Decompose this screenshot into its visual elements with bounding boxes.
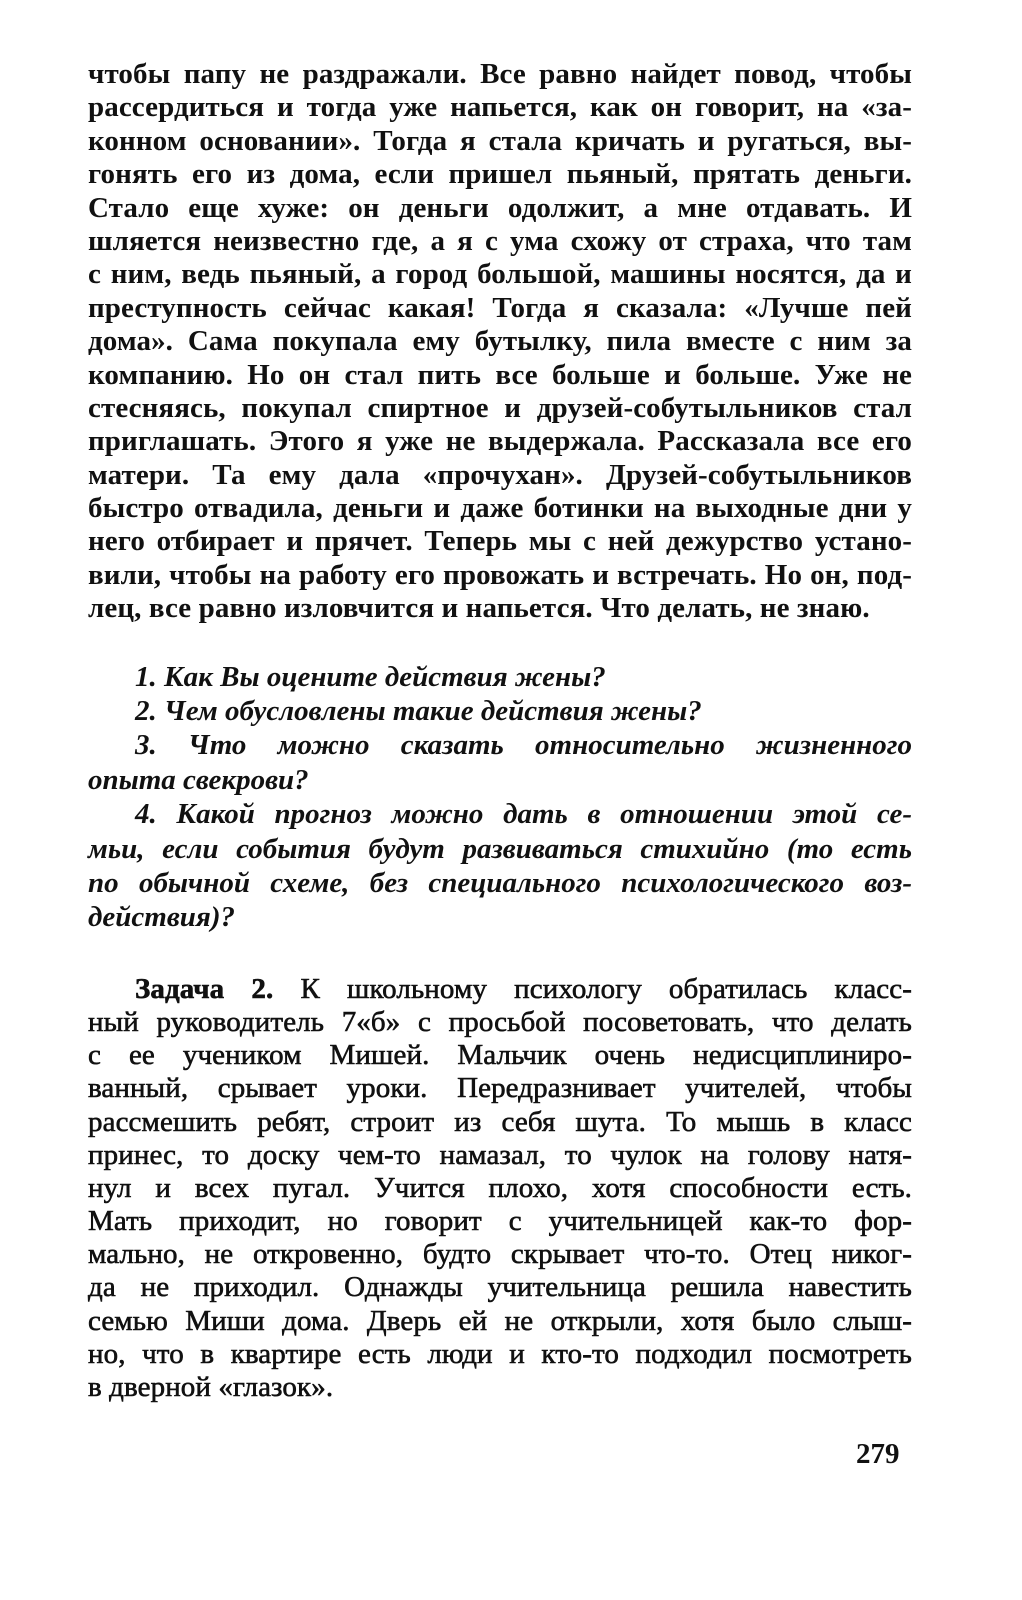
text-line: мально, не откровенно, будто скрывает что-то. Отец никог- xyxy=(88,1238,912,1271)
task-2-label: Задача 2. xyxy=(135,972,274,1005)
page-number: 279 xyxy=(856,1438,900,1470)
question-2: 2. Чем обусловлены такие действия жены? xyxy=(135,695,702,728)
text-line: него отбирает и прячет. Теперь мы с ней дежурство устано- xyxy=(88,525,912,558)
text-line: матери. Та ему дала «прочухан». Друзей-собутыльников xyxy=(88,458,912,491)
text-line: приглашать. Этого я уже не выдержала. Рассказала все его xyxy=(88,425,912,458)
question-4-continued: действия)? xyxy=(88,901,235,934)
text-line: вили, чтобы на работу его провожать и встречать. Но он, под- xyxy=(88,558,912,591)
text-line: шляется неизвестно где, а я с ума схожу от страха, что там xyxy=(88,224,912,257)
text-line: конном основании». Тогда я стала кричать и ругаться, вы- xyxy=(88,124,912,157)
text-line: лец, все равно изловчится и напьется. Что делать, не знаю. xyxy=(88,592,870,625)
page-body xyxy=(88,58,912,1404)
text-line: гонять его из дома, если пришел пьяный, прятать деньги. xyxy=(88,158,912,191)
question-4-continued: мьи, если события будут развиваться стихийно (то есть xyxy=(88,832,912,865)
question-4-continued: по обычной схеме, без специального психологического воз- xyxy=(88,866,912,899)
question-3: 3. Что можно сказать относительно жизненного xyxy=(135,729,912,762)
text-line: семью Миши дома. Дверь ей не открыли, хотя было слыш- xyxy=(88,1304,912,1337)
task-2-first-line-text: К школьному психологу обратилась класс- xyxy=(273,972,912,1005)
text-line: с ее учеником Мишей. Мальчик очень недисциплиниро- xyxy=(88,1039,912,1072)
text-line: компанию. Но он стал пить все больше и больше. Уже не xyxy=(88,358,912,391)
text-line: с ним, ведь пьяный, а город большой, машины носятся, да и xyxy=(88,258,912,291)
text-line: рассердиться и тогда уже напьется, как он говорит, на «за- xyxy=(88,91,912,124)
question-1: 1. Как Вы оцените действия жены? xyxy=(135,660,606,693)
text-line: Мать приходит, но говорит с учительницей как-то фор- xyxy=(88,1205,912,1238)
text-line: да не приходил. Однажды учительница решила навестить xyxy=(88,1271,912,1304)
text-line: ный руководитель 7«б» с просьбой посоветовать, что делать xyxy=(88,1005,912,1038)
text-line: чтобы папу не раздражали. Все равно найдет повод, чтобы xyxy=(88,58,912,90)
text-line: быстро отвадила, деньги и даже ботинки на выходные дни у xyxy=(88,492,912,525)
text-line: стесняясь, покупал спиртное и друзей-собутыльников стал xyxy=(88,391,912,424)
paragraph-1 xyxy=(88,58,912,626)
text-line: рассмешить ребят, строит из себя шута. То мышь в класс xyxy=(88,1105,912,1138)
question-3-continued: опыта свекрови? xyxy=(88,763,309,796)
text-line: ванный, срывает уроки. Передразнивает учителей, чтобы xyxy=(88,1072,912,1105)
task-2-first-line xyxy=(88,973,912,1006)
text-line: дома». Сама покупала ему бутылку, пила вместе с ним за xyxy=(88,325,912,358)
question-list xyxy=(88,660,912,935)
text-line: принес, то доску чем-то намазал, то чулок на голову натя- xyxy=(88,1138,912,1171)
task-2 xyxy=(88,973,912,1404)
text-line: нул и всех пугал. Учится плохо, хотя способности есть. xyxy=(88,1171,912,1204)
text-line: Стало еще хуже: он деньги одолжит, а мне отдавать. И xyxy=(88,191,912,224)
text-line: преступность сейчас какая! Тогда я сказала: «Лучше пей xyxy=(88,291,912,324)
question-4: 4. Какой прогноз можно дать в отношении этой се- xyxy=(135,798,912,831)
text-line: но, что в квартире есть люди и кто-то подходил посмотреть xyxy=(88,1337,912,1370)
text-line: в дверной «глазок». xyxy=(88,1371,334,1404)
